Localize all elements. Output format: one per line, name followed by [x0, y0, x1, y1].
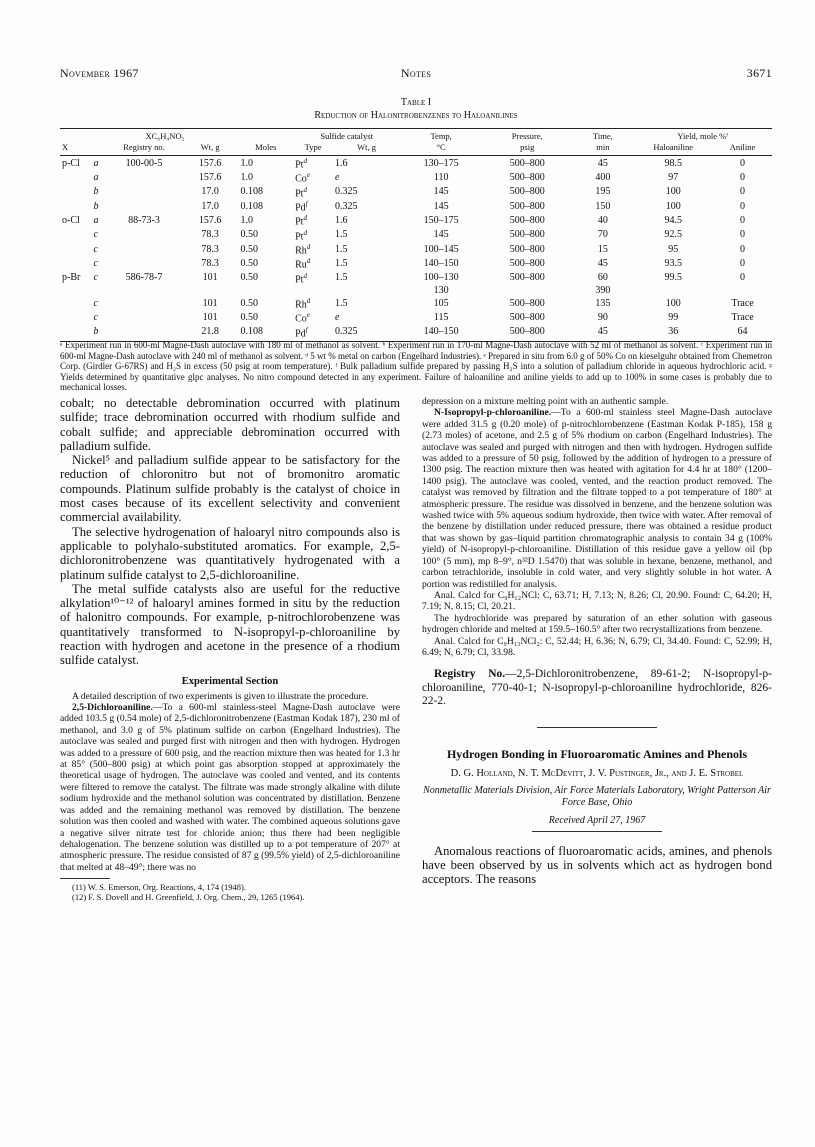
cell-temp: 145	[433, 229, 449, 241]
article-separator	[537, 727, 657, 728]
cell-time: 40	[597, 214, 608, 226]
right-column	[422, 396, 772, 886]
cell-haloaniline: 93.5	[664, 257, 682, 269]
cell-registry	[106, 325, 182, 342]
catalyst-footnote-mark: d	[303, 214, 307, 223]
experimental-heading: Experimental Section	[181, 675, 279, 687]
col-haloaniline: Haloaniline	[633, 142, 713, 156]
cell-type	[293, 170, 333, 184]
cell-pressure: 500–800	[509, 214, 545, 226]
table-row	[60, 242, 772, 256]
catalyst-footnote-mark: d	[303, 271, 307, 280]
cell-temp: 130	[433, 284, 449, 296]
cell-haloaniline: 94.5	[664, 214, 682, 226]
journal-page	[60, 0, 772, 1147]
catalyst-footnote-mark: f	[305, 325, 308, 334]
cell-registry	[106, 228, 182, 242]
catalyst-footnote-mark: d	[303, 228, 307, 237]
cell-note: a	[93, 157, 99, 169]
cell-aniline: 64	[713, 325, 772, 342]
cell-note: c	[93, 311, 98, 323]
header-temp: Temp,	[400, 129, 482, 143]
cell-cat-wt: 0.325	[333, 325, 400, 342]
cell-pressure: 500–800	[509, 186, 545, 198]
cell-time: 15	[597, 243, 608, 255]
header-compound: XC₆H₄NO₂	[92, 129, 239, 143]
cell-time: 45	[572, 325, 633, 342]
table-footnotes: ᵃ Experiment run in 600-ml Magne-Dash autoclave with 180 ml of methanol as solvent. ᵇ Experiment run in 170-ml Magne-Dash autoclave with 52 ml of methanol as solvent. ᶜ Experiment run in 600-ml Magne-Dash autoclave with 240 ml of methanol as solvent. ᵈ 5 wt % metal on carbon (Engelhard Industries). ᵉ Prepared in situ from 6.0 g of 50% Co on kieselguhr obtained from Chemetron Corp. (Girdler G-67RS) and H₂S in excess (50 psig at room temperature). ᶠ Bulk palladium sulfide prepared by passing H₂S into a solution of palladium chloride in aqueous hydrochloric acid. ᵍ Yields determined by quantitative glpc analyses. No nitro compound detected in any experiment. Failure of haloaniline and aniline yields to add up to 100% in some cases is probably due to mechanical losses.	[60, 340, 772, 393]
cell-haloaniline: 36	[633, 325, 713, 342]
catalyst-type: Co	[295, 173, 307, 185]
cell-type	[293, 310, 333, 324]
cell-x	[60, 228, 92, 242]
cell-registry	[106, 285, 182, 296]
catalyst-footnote-mark: e	[306, 311, 310, 320]
col-time-unit: min	[572, 142, 633, 156]
reference-rule	[60, 878, 110, 879]
cell-wt: 17.0	[201, 200, 219, 212]
catalyst-type: Co	[295, 313, 307, 325]
cell-temp: 140–150	[423, 257, 459, 269]
cell-cat-wt: e	[334, 311, 340, 323]
cell-pressure: 500–800	[509, 257, 545, 269]
col-moles: Moles	[239, 142, 294, 156]
registry-numbers	[422, 668, 772, 708]
cell-pressure: 500–800	[482, 325, 572, 342]
cell-time: 400	[595, 171, 611, 183]
catalyst-type: Pt	[295, 230, 304, 242]
cell-moles: 0.50	[240, 297, 258, 309]
cell-cat-wt: 1.5	[334, 272, 348, 284]
catalyst-type: Ru	[295, 259, 307, 271]
cell-aniline: 0	[740, 272, 746, 284]
cell-pressure: 500–800	[509, 171, 545, 183]
cell-registry: 88-73-3	[128, 214, 160, 226]
table-row	[60, 170, 772, 184]
cell-registry	[106, 310, 182, 324]
cell-cat-wt: 1.5	[334, 243, 348, 255]
table-row	[60, 325, 772, 342]
cell-haloaniline: 92.5	[664, 229, 682, 241]
cell-moles: 0.108	[239, 325, 294, 342]
cell-time: 390	[595, 284, 611, 296]
article-intro: Anomalous reactions of fluoroaromatic acids, amines, and phenols have been observed by us in solvents which act as hydrogen bond acceptors. The reasons	[422, 843, 772, 887]
registry-label: Registry No.	[434, 668, 506, 681]
cell-aniline: 0	[740, 186, 746, 198]
cell-wt: 101	[202, 272, 218, 284]
cell-moles: 1.0	[240, 214, 253, 226]
experimental-intro: A detailed description of two experiments is given to illustrate the procedure.	[72, 690, 369, 702]
header-pressure: Pressure,	[482, 129, 572, 143]
cell-wt: 21.8	[182, 325, 239, 342]
cell-x	[60, 242, 92, 256]
cell-moles: 0.50	[240, 272, 258, 284]
cell-temp: 115	[433, 311, 449, 323]
cell-registry	[106, 256, 182, 270]
cell-wt: 101	[202, 311, 218, 323]
cell-registry	[106, 242, 182, 256]
table-row	[60, 228, 772, 242]
cell-type	[293, 185, 333, 199]
cell-moles: 0.50	[240, 243, 258, 255]
cell-moles: 0.50	[240, 257, 258, 269]
cell-note: a	[93, 214, 99, 226]
left-column	[60, 396, 400, 902]
cell-time: 135	[595, 297, 611, 309]
table-group-header	[60, 129, 772, 143]
header-yield: Yield, mole %ᶠ	[633, 129, 772, 143]
col-type: Type	[293, 142, 333, 156]
isopropyl-title: N-Isopropyl-p-chloroaniline.	[434, 407, 552, 419]
cell-x	[60, 170, 92, 184]
cell-note: c	[93, 243, 98, 255]
catalyst-footnote-mark: e	[306, 171, 310, 180]
cell-cat-wt: e	[334, 171, 340, 183]
cell-haloaniline: 97	[668, 171, 679, 183]
catalyst-type: Pd	[295, 202, 306, 214]
cell-temp: 100–145	[423, 243, 459, 255]
cell-wt: 78.3	[201, 229, 219, 241]
cell-pressure: 500–800	[509, 311, 545, 323]
cell-temp: 150–175	[423, 214, 459, 226]
catalyst-footnote-mark: f	[305, 199, 308, 208]
cell-cat-wt: 1.5	[334, 297, 348, 309]
cell-cat-wt: 0.325	[334, 186, 358, 198]
cell-wt: 78.3	[201, 243, 219, 255]
cell-haloaniline: 100	[665, 200, 681, 212]
section-name: Notes	[400, 66, 432, 80]
article-rule	[532, 831, 662, 832]
cell-wt: 157.6	[198, 214, 222, 226]
cell-type	[293, 242, 333, 256]
article-title: Hydrogen Bonding in Fluoroaromatic Amines and Phenols	[446, 746, 748, 761]
cell-moles: 0.50	[240, 311, 258, 323]
cell-note: c	[93, 297, 98, 309]
col-registry: Registry no.	[106, 142, 182, 156]
cell-pressure	[482, 285, 572, 296]
cell-wt: 17.0	[201, 186, 219, 198]
cell-temp: 110	[433, 171, 449, 183]
cell-aniline: 0	[740, 214, 746, 226]
cell-x	[60, 310, 92, 324]
cell-haloaniline	[633, 285, 713, 296]
cell-moles: 0.108	[240, 200, 263, 212]
cell-pressure: 500–800	[509, 243, 545, 255]
cell-moles: 1.0	[240, 157, 253, 169]
cell-note: b	[92, 325, 107, 342]
cell-registry	[106, 296, 182, 310]
cell-haloaniline: 95	[668, 243, 679, 255]
cell-note: c	[93, 257, 98, 269]
hydrochloride-paragraph: The hydrochloride was prepared by saturation of an ether solution with gaseous hydrogen chloride and melted at 159.5–160.5° after two recrystallizations from benzene.	[422, 612, 772, 636]
cell-registry	[106, 170, 182, 184]
table-column-header	[60, 142, 772, 156]
isopropyl-procedure	[422, 407, 772, 590]
table-row	[60, 285, 772, 296]
table-row	[60, 213, 772, 227]
cell-aniline: Trace	[731, 311, 754, 323]
cell-x: p-Cl	[62, 157, 80, 169]
cell-aniline: 0	[740, 243, 746, 255]
col-cat-wt: Wt, g	[333, 142, 400, 156]
cell-x	[60, 285, 92, 296]
cell-aniline: Trace	[731, 297, 754, 309]
cell-temp: 140–150	[400, 325, 482, 342]
article-authors: D. G. Holland, N. T. McDevitt, J. V. Pustinger, Jr., and J. E. Strobel	[450, 767, 744, 779]
table-title: Reduction of Halonitrobenzenes to Haloanilines	[314, 110, 518, 121]
cell-temp: 145	[433, 186, 449, 198]
cell-cat-wt: 1.6	[334, 157, 348, 169]
cell-temp: 130–175	[423, 157, 459, 169]
cell-time: 70	[597, 229, 608, 241]
cell-cat-wt	[333, 285, 400, 296]
catalyst-type: Rh	[295, 299, 307, 311]
cell-haloaniline: 99	[668, 311, 679, 323]
catalyst-type: Pt	[295, 159, 304, 171]
cell-temp: 105	[433, 297, 449, 309]
cell-x	[60, 185, 92, 199]
cell-type	[293, 213, 333, 227]
cell-x: o-Cl	[62, 214, 80, 226]
paragraph-nickel: Nickel⁵ and palladium sulfide appear to be satisfactory for the reduction of chloronitro but not of bromonitro aromatic compounds. Platinum sulfide probably is the catalyst of choice in most cases because of its excellent selectivity and convenient commercial availability.	[60, 453, 400, 525]
cell-aniline: 0	[740, 171, 746, 183]
cell-aniline: 0	[740, 257, 746, 269]
catalyst-footnote-mark: d	[303, 185, 307, 194]
page-number: 3671	[746, 66, 772, 80]
cell-pressure: 500–800	[509, 157, 545, 169]
catalyst-footnote-mark: d	[306, 242, 311, 251]
cell-pressure: 500–800	[509, 229, 545, 241]
table-body	[60, 156, 772, 342]
cell-time: 195	[595, 186, 611, 198]
col-x: X	[60, 142, 92, 156]
header-time: Time,	[572, 129, 633, 143]
cell-registry: 100-00-5	[125, 157, 163, 169]
col-aniline: Aniline	[713, 142, 772, 156]
cell-x	[60, 199, 92, 213]
cell-time: 45	[597, 257, 608, 269]
isopropyl-body: —To a 600-ml stainless steel Magne-Dash autoclave were added 31.5 g (0.20 mole) of p-nitrochlorobenzene (Eastman Kodak P-185), 158 g (2.73 moles) of acetone, and 2.5 g of 5% rhodium on carbon (Engelhard Industries). The autoclave was sealed and purged with nitrogen and then with hydrogen. Hydrogen sulfide was added to a pressure of 50 psig, followed by the addition of hydrogen to a pressure of 1300 psig. The reaction mixture then was heated with agitation for 4.4 hr at 180° (1200–1400 psig). The autoclave was cooled, vented, and the reaction product removed. The catalyst was removed by filtration and the filtrate topped to a pot temperature of 180° at atmospheric pressure. The residue was dissolved in benzene, and the benzene solution was washed twice with 5% aqueous sodium hydroxide, then twice with water. After removal of the benzene by distillation under reduced pressure, there was obtained a residue product that was shown by gas–liquid partition chromatographic analysis to contain 34 g (100% yield) of N-isopropyl-p-chloroaniline. Distillation of this residue gave a yellow oil (bp 100° (5 mm), mp 8–9°, n³²D 1.5470) that was soluble in hexane, benzene, methanol, and carbon tetrachloride, insoluble in cold water, and very slightly soluble in hot water. A portion was redistilled for analysis.	[422, 407, 772, 590]
cell-x	[60, 296, 92, 310]
cell-aniline: 0	[740, 229, 746, 241]
col-temp-unit: °C	[400, 142, 482, 156]
cell-note: c	[93, 229, 98, 241]
catalyst-type: Pt	[295, 273, 304, 285]
cell-time: 60	[597, 272, 608, 284]
cell-registry: 586-78-7	[125, 272, 163, 284]
catalyst-type: Pt	[295, 216, 304, 228]
cell-haloaniline: 98.5	[664, 157, 682, 169]
cell-type	[293, 285, 333, 296]
paragraph-cobalt: cobalt; no detectable debromination occurred with platinum sulfide; trace debromination occurred with rhodium sulfide and cobalt sulfide; and appreciable debromination occurred with palladium sulfide.	[60, 396, 400, 453]
table-row	[60, 185, 772, 199]
registry-body: —2,5-Dichloronitrobenzene, 89-61-2; N-isopropyl-p-chloroaniline, 770-40-1; N-isopropyl-p-chloroaniline hydrochloride, 826-22-2.	[422, 668, 772, 708]
table-row	[60, 256, 772, 270]
cell-pressure: 500–800	[509, 200, 545, 212]
dichloroaniline-title: 2,5-Dichloroaniline.	[72, 702, 153, 714]
catalyst-footnote-mark: d	[303, 157, 307, 165]
cell-aniline	[713, 285, 772, 296]
cell-note: b	[93, 186, 99, 198]
journal-date: November 1967	[60, 66, 139, 80]
cell-type	[293, 156, 333, 171]
analysis-1: Anal. Calcd for C₉H₁₂NCl: C, 63.71; H, 7.13; N, 8.26; Cl, 20.90. Found: C, 64.20; H, 7.19; N, 8.15; Cl, 20.21.	[422, 589, 772, 613]
reference-11: (11) W. S. Emerson, Org. Reactions, 4, 174 (1948).	[72, 882, 246, 893]
cell-moles: 1.0	[240, 171, 253, 183]
col-wt: Wt, g	[182, 142, 239, 156]
cell-note: c	[93, 272, 98, 284]
cell-time: 150	[595, 200, 611, 212]
cell-note	[92, 285, 107, 296]
paragraph-alkylation: The metal sulfide catalysts also are useful for the reductive alkylation¹⁰⁻¹² of haloaryl amines formed in situ by the reduction of halonitro compounds. For example, p-nitrochlorobenzene was quantitatively transformed to N-isopropyl-p-chloroaniline by reaction with hydrogen and acetone in the presence of a rhodium sulfide catalyst.	[60, 581, 400, 668]
catalyst-type: Rh	[295, 245, 307, 257]
article-affiliation: Nonmetallic Materials Division, Air Force Materials Laboratory, Wright Patterson Air Force Base, Ohio	[423, 784, 771, 808]
table-row	[60, 296, 772, 310]
catalyst-type: Pt	[295, 187, 304, 199]
cell-haloaniline: 99.5	[664, 272, 682, 284]
cell-type	[293, 256, 333, 270]
cell-type	[293, 199, 333, 213]
table-caption	[60, 96, 772, 122]
cell-wt: 101	[202, 297, 218, 309]
cell-aniline: 0	[740, 157, 746, 169]
table-row	[60, 310, 772, 324]
cell-x	[60, 325, 92, 342]
cell-moles: 0.108	[240, 186, 263, 198]
cell-temp: 145	[433, 200, 449, 212]
paragraph-continued: depression on a mixture melting point with an authentic sample.	[422, 396, 669, 407]
cell-cat-wt: 1.5	[334, 257, 348, 269]
cell-type	[293, 228, 333, 242]
cell-type	[293, 271, 333, 285]
catalyst-type: Pd	[295, 327, 306, 339]
cell-wt: 78.3	[201, 257, 219, 269]
cell-moles	[239, 285, 294, 296]
cell-haloaniline: 100	[665, 186, 681, 198]
cell-wt: 157.6	[198, 171, 222, 183]
cell-moles: 0.50	[240, 229, 258, 241]
cell-temp: 100–130	[423, 272, 459, 284]
cell-pressure: 500–800	[509, 297, 545, 309]
cell-type	[293, 325, 333, 342]
cell-time: 45	[597, 157, 608, 169]
dichloroaniline-body: —To a 600-ml stainless-steel Magne-Dash autoclave were added 103.5 g (0.54 mole) of 2,5-dichloronitrobenzene (Eastman Kodak 187), 230 ml of methanol, and 3.0 g of 5% platinum sulfide on carbon (Engelhard Industries). The autoclave was sealed and purged first with nitrogen and then with hydrogen. Hydrogen was added to a pressure of 600 psig, and the reaction mixture then was heated for 1.3 hr at 85° (500–800 psig) at which point gas absorption stopped at approximately the theoretical usage of hydrogen. The autoclave was cooled and vented, and its contents were filtered to remove the catalyst. The filtrate was made strongly alkaline with dilute sodium hydroxide and the methanol solution was concentrated by distillation. Benzene was added and the remaining methanol was removed by distillation. The benzene solution was then cooled and washed with water. The combined aqueous solutions gave a negative silver nitrate test for chloride anion; thus there had been negligible dehalogenation. The benzene solution was distilled up to a pot temperature of 207° at atmospheric pressure. The residue consisted of 87 g (99.5% yield) of 2,5-dichloroaniline that melted at 48–49°; there was no	[60, 702, 400, 873]
cell-note: a	[93, 171, 99, 183]
catalyst-footnote-mark: d	[306, 257, 311, 266]
reference-12: (12) F. S. Dovell and H. Greenfield, J. Org. Chem., 29, 1265 (1964).	[72, 892, 305, 903]
cell-note: b	[93, 200, 99, 212]
table-row	[60, 199, 772, 213]
cell-pressure: 500–800	[509, 272, 545, 284]
table-number: Table I	[400, 97, 432, 108]
cell-x	[60, 256, 92, 270]
col-pressure-unit: psig	[482, 142, 572, 156]
paragraph-polyhalo: The selective hydrogenation of haloaryl nitro compounds also is applicable to polyhalo-substituted aromatics. For example, 2,5-dichloronitrobenzene was quantitatively hydrogenated with a platinum sulfide catalyst to 2,5-dichloroaniline.	[60, 524, 400, 582]
cell-cat-wt: 0.325	[334, 200, 358, 212]
article-received-date: Received April 27, 1967	[548, 814, 646, 826]
cell-cat-wt: 1.6	[334, 214, 348, 226]
cell-haloaniline: 100	[665, 297, 681, 309]
analysis-2: Anal. Calcd for C₉H₁₃NCl₂: C, 52.44; H, 6.36; N, 6.79; Cl, 34.40. Found: C, 52.99; H, 6.49; N, 6.79; Cl, 33.98.	[422, 635, 772, 658]
cell-time: 90	[597, 311, 608, 323]
cell-registry	[106, 185, 182, 199]
cell-type	[293, 296, 333, 310]
header-catalyst: Sulfide catalyst	[293, 129, 400, 143]
cell-x: p-Br	[62, 272, 81, 284]
cell-cat-wt: 1.5	[334, 229, 348, 241]
dichloroaniline-procedure	[60, 702, 400, 873]
cell-aniline: 0	[740, 200, 746, 212]
cell-wt: 157.6	[198, 157, 222, 169]
cell-registry	[106, 199, 182, 213]
reduction-table	[60, 128, 772, 342]
table-row	[60, 156, 772, 171]
cell-wt	[182, 285, 239, 296]
catalyst-footnote-mark: d	[306, 296, 311, 305]
table-row	[60, 271, 772, 285]
